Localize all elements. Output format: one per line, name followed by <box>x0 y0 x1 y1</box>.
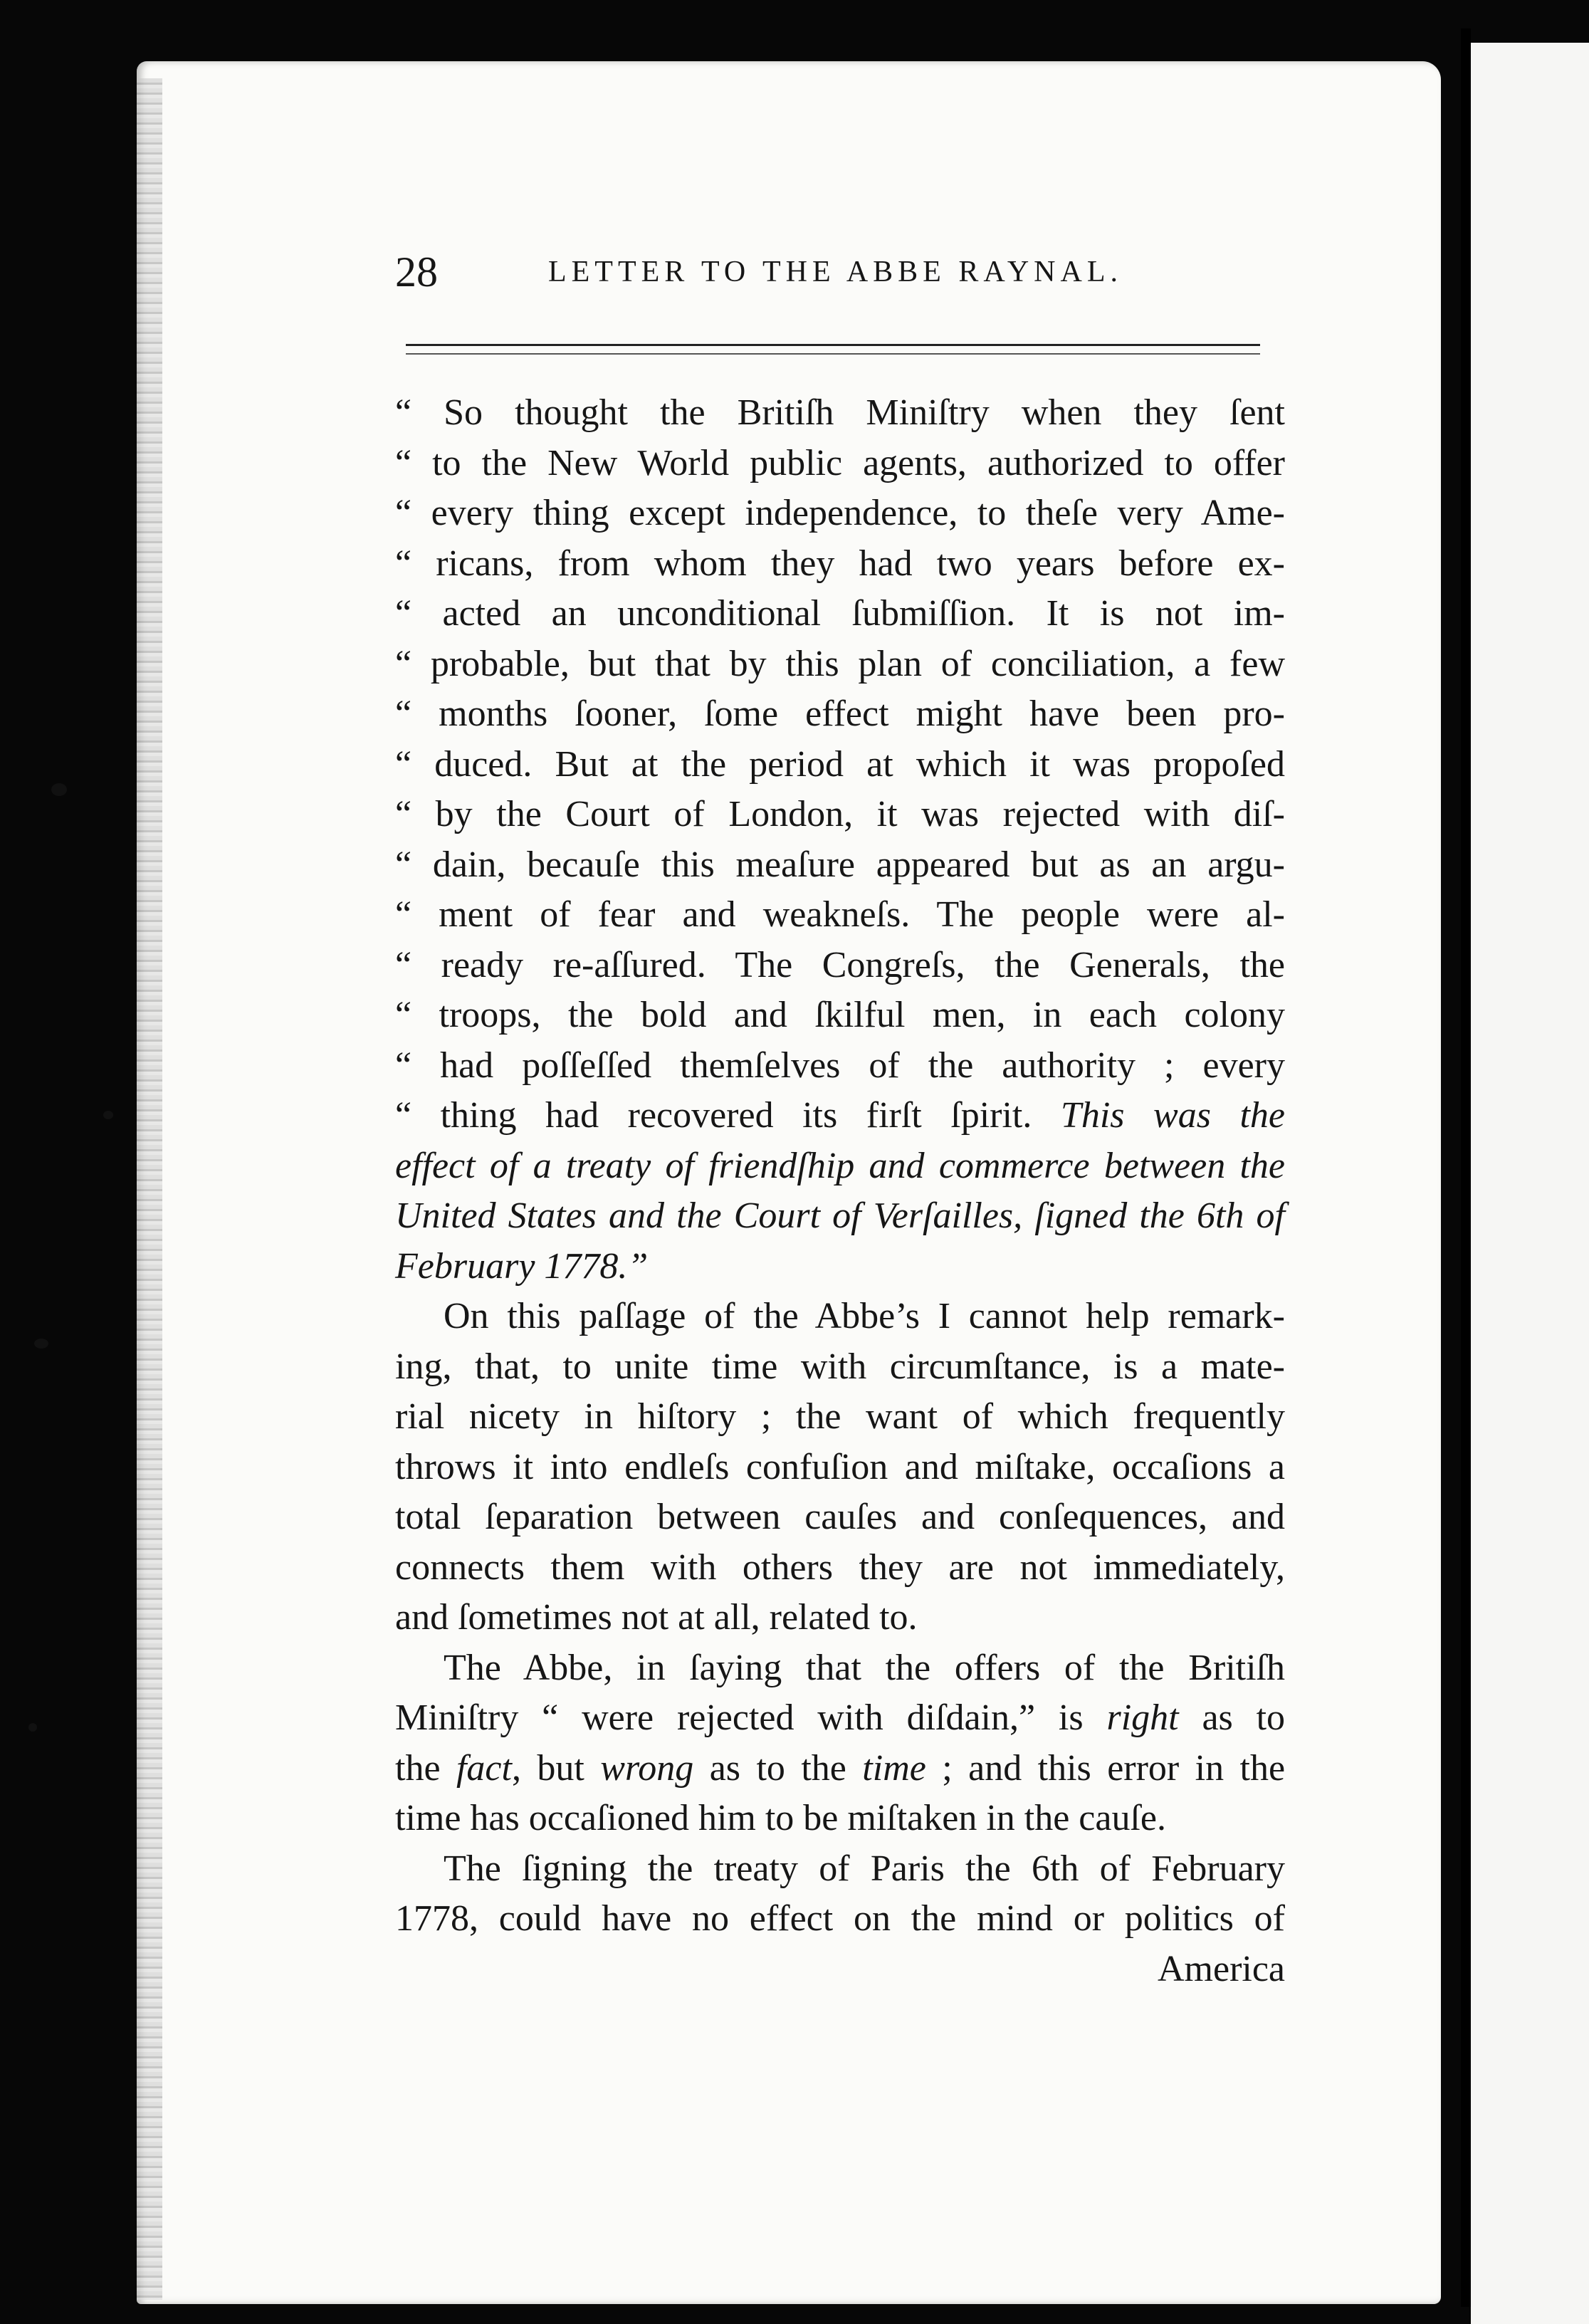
text-segment: On this paſſage of the Abbe’s I cannot help remark- <box>444 1296 1285 1336</box>
text-line: rial nicety in hiſtory ; the want of which frequently <box>395 1396 1285 1437</box>
text-segment: “ thing had recovered its firſt ſpirit. <box>395 1095 1032 1136</box>
italic-text: This was the <box>1060 1095 1286 1136</box>
text-line: connects them with others they are not immediately, <box>395 1546 1285 1588</box>
scan-speck <box>34 1339 48 1349</box>
text-line <box>395 1693 1285 1744</box>
scan-speck <box>28 1723 37 1732</box>
text-segment: The Abbe, in ſaying that the offers of the Britiſh <box>444 1647 1285 1688</box>
text-segment: the <box>395 1747 441 1789</box>
text-segment: as to the <box>709 1747 846 1789</box>
italic-text: wrong <box>600 1747 694 1789</box>
text-line <box>395 1091 1285 1141</box>
text-line <box>395 1844 1285 1895</box>
facing-page-edge <box>1471 43 1589 2324</box>
text-line: “ ricans, from whom they had two years before ex- <box>395 543 1285 584</box>
text-line: 1778, could have no effect on the mind or politics of <box>395 1898 1285 1939</box>
text-line <box>395 1744 1285 1794</box>
text-line: “ every thing except independence, to theſe very Ame- <box>395 493 1285 533</box>
text-line: “ acted an unconditional ſubmiſſion. It is not im- <box>395 593 1285 634</box>
running-title: LETTER TO THE ABBE RAYNAL. <box>548 256 1123 288</box>
text-line: “ dain, becauſe this meaſure appeared but as an argu- <box>395 844 1285 885</box>
text-line: “ by the Court of London, it was rejected with diſ- <box>395 794 1285 834</box>
text-line: “ probable, but that by this plan of conciliation, a few <box>395 643 1285 684</box>
text-line: time has occaſioned him to be miſtaken in the cauſe. <box>395 1798 1166 1838</box>
text-line: “ ready re-aſſured. The Congreſs, the Generals, the <box>395 944 1285 985</box>
scan-speck <box>103 1111 113 1119</box>
italic-text: fact <box>456 1747 512 1789</box>
italic-line: United States and the Court of Verſailles, ſigned the 6th of <box>395 1195 1285 1236</box>
scan-speck <box>51 783 67 796</box>
text-segment: The ſigning the treaty of Paris the 6th of February <box>444 1848 1285 1889</box>
text-segment: ; and this error in the <box>942 1747 1286 1789</box>
page-header <box>395 248 1257 305</box>
text-segment: , but <box>511 1747 584 1789</box>
text-line <box>395 1643 1285 1694</box>
page-gutter <box>137 78 162 2300</box>
text-line: “ troops, the bold and ſkilful men, in each colony <box>395 995 1285 1035</box>
text-line: throws it into endleſs confuſion and miſtake, occaſions a <box>395 1446 1285 1487</box>
text-line: “ ment of fear and weakneſs. The people were al- <box>395 894 1285 935</box>
page-number: 28 <box>395 248 438 295</box>
page-shadow-edge <box>1461 28 1471 2307</box>
italic-line: February 1778.” <box>395 1245 649 1287</box>
text-line: “ had poſſeſſed themſelves of the authority ; every <box>395 1045 1285 1086</box>
text-line: total ſeparation between cauſes and conſequences, and <box>395 1497 1285 1537</box>
text-line <box>395 1292 1285 1342</box>
catchword: America <box>1157 1948 1285 1989</box>
italic-text: right <box>1106 1697 1179 1738</box>
text-line: “ So thought the Britiſh Miniſtry when they ſent <box>395 392 1285 433</box>
body-text <box>395 388 1285 1994</box>
italic-text: time <box>862 1747 926 1789</box>
text-segment: Miniſtry “ were rejected with diſdain,” is <box>395 1697 1084 1738</box>
text-line: “ duced. But at the period at which it was propoſed <box>395 743 1285 785</box>
text-line: ing, that, to unite time with circumſtance, is a mate- <box>395 1346 1285 1387</box>
text-line: and ſometimes not at all, related to. <box>395 1597 918 1638</box>
text-line: “ months ſooner, ſome effect might have been pro- <box>395 693 1285 734</box>
header-rule <box>406 344 1260 355</box>
italic-line: effect of a treaty of friendſhip and commerce between the <box>395 1145 1285 1186</box>
text-segment: as to <box>1202 1697 1286 1738</box>
text-line: “ to the New World public agents, authorized to offer <box>395 442 1285 483</box>
